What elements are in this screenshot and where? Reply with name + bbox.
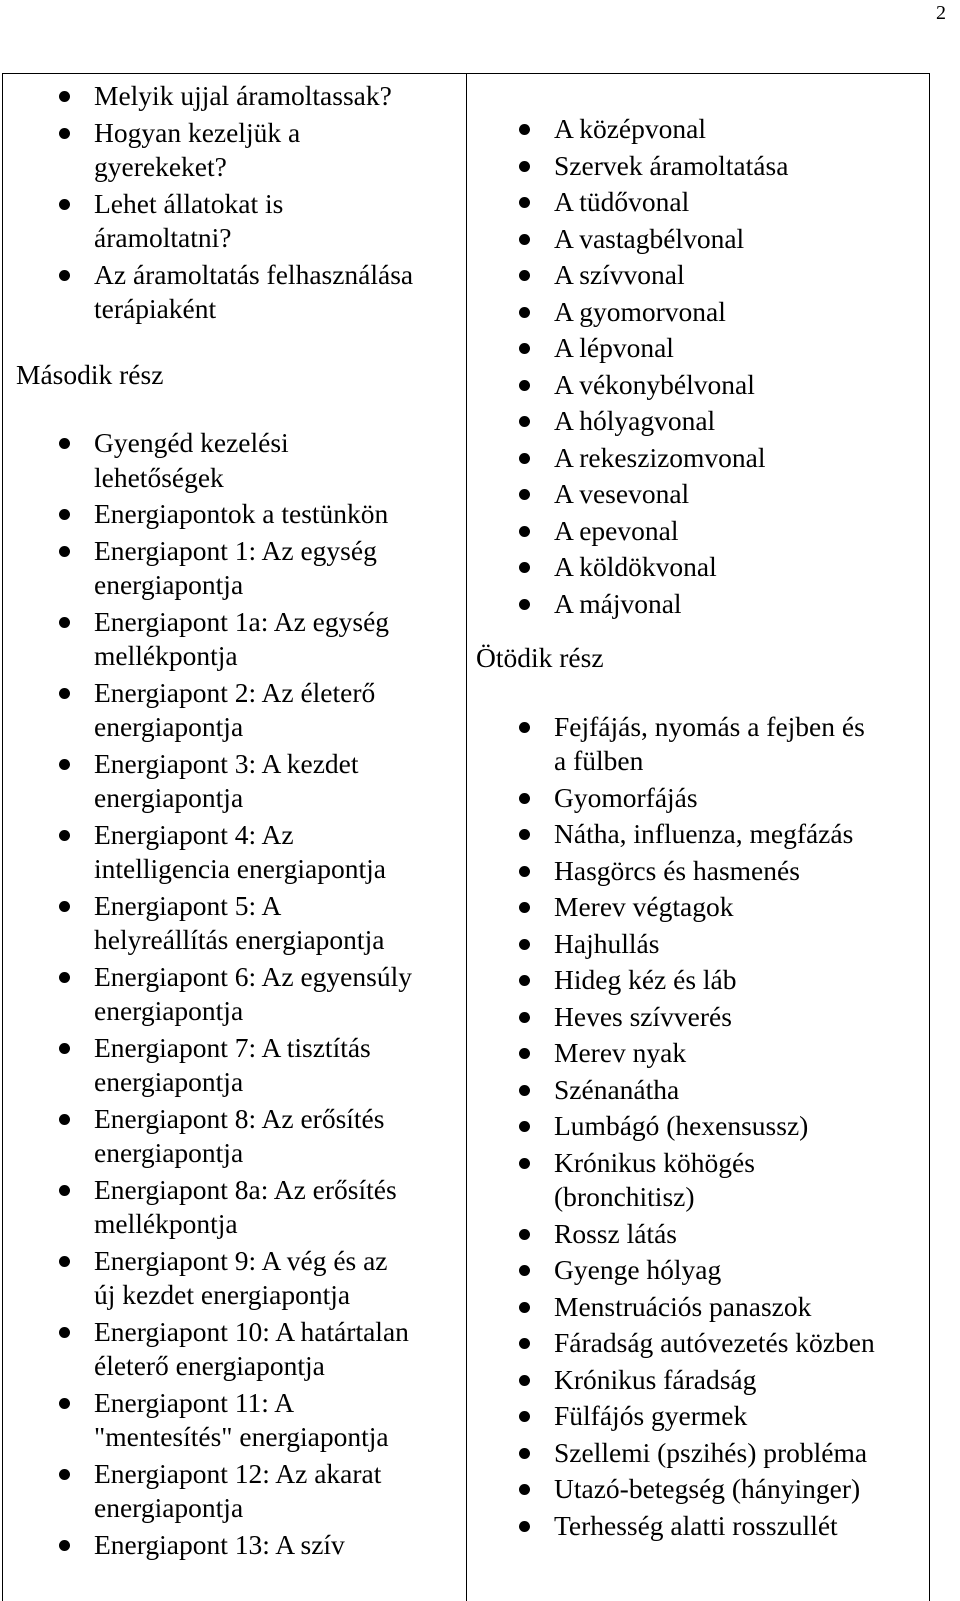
list-item bbox=[16, 116, 464, 185]
list-item bbox=[16, 605, 464, 674]
list-item-line: "mentesítés" energiapontja bbox=[94, 1421, 389, 1452]
list-item bbox=[476, 781, 916, 816]
list-item-line: Fáradság autóvezetés közben bbox=[554, 1327, 875, 1358]
list-item-line: Utazó-betegség (hányinger) bbox=[554, 1473, 861, 1504]
list-item-line: Energiapont 9: A vég és az bbox=[94, 1244, 388, 1276]
list-item-line: Gyengéd kezelési bbox=[94, 427, 289, 458]
bullet-icon bbox=[59, 688, 70, 699]
list-item-line: Energiapont 1: Az egység bbox=[94, 534, 377, 566]
list-item-line: Energiapont 13: A szív bbox=[94, 1528, 345, 1560]
list-item-line: A vesevonal bbox=[554, 478, 690, 509]
bullet-icon bbox=[519, 1265, 530, 1276]
list-item-line: Merev végtagok bbox=[554, 891, 734, 922]
list-item-line: Rossz látás bbox=[554, 1217, 677, 1249]
bullet-icon bbox=[59, 1327, 70, 1338]
list-item bbox=[16, 1173, 464, 1242]
list-item-line: energiapontja bbox=[94, 1066, 244, 1097]
bullet-icon bbox=[519, 1448, 530, 1459]
list-item-line: Szénanátha bbox=[554, 1073, 680, 1105]
list-item-line: Hasgörcs és hasmenés bbox=[554, 854, 800, 886]
list-item-line: áramoltatni? bbox=[94, 222, 232, 253]
list-item-line: Lumbágó (hexensussz) bbox=[554, 1110, 809, 1141]
list-item bbox=[16, 426, 464, 495]
list-item bbox=[16, 1244, 464, 1313]
list-item-line: Gyomorfájás bbox=[554, 781, 698, 813]
bullet-icon bbox=[59, 759, 70, 770]
list-item bbox=[476, 331, 916, 366]
list-item bbox=[16, 1102, 464, 1171]
bullet-icon bbox=[59, 91, 70, 102]
list-item-line: Energiapont 3: A kezdet bbox=[94, 747, 359, 779]
list-item-line: lehetőségek bbox=[94, 461, 224, 493]
list-item-line: Nátha, influenza, megfázás bbox=[554, 818, 854, 849]
list-item bbox=[476, 927, 916, 962]
list-item-line: A szívvonal bbox=[554, 259, 685, 290]
list-item-line: energiapontja bbox=[94, 1137, 244, 1168]
list-item bbox=[476, 1436, 916, 1471]
list-item-line: Melyik ujjal áramoltassak? bbox=[94, 80, 392, 111]
list-item bbox=[476, 477, 916, 512]
list-item-line: A hólyagvonal bbox=[554, 405, 716, 436]
bullet-icon bbox=[59, 438, 70, 449]
right-list-bottom bbox=[476, 710, 916, 1544]
bullet-icon bbox=[519, 939, 530, 950]
bullet-icon bbox=[59, 546, 70, 557]
bullet-icon bbox=[59, 901, 70, 912]
bullet-icon bbox=[519, 343, 530, 354]
list-item-line: Krónikus fáradság bbox=[554, 1363, 757, 1395]
bullet-icon bbox=[519, 562, 530, 573]
list-item bbox=[476, 890, 916, 925]
list-item-line: Terhesség alatti rosszullét bbox=[554, 1509, 838, 1541]
bullet-icon bbox=[519, 270, 530, 281]
bullet-icon bbox=[519, 197, 530, 208]
list-item-line: energiapontja bbox=[94, 711, 244, 742]
list-item-line: új kezdet energiapontja bbox=[94, 1279, 351, 1310]
list-item-line: Hideg kéz és láb bbox=[554, 964, 737, 995]
list-item bbox=[476, 1109, 916, 1144]
list-item-line: Gyenge hólyag bbox=[554, 1254, 722, 1285]
list-item-line: Hogyan kezeljük a bbox=[94, 116, 301, 148]
list-item bbox=[476, 149, 916, 184]
list-item-line: Energiapont 12: Az akarat bbox=[94, 1457, 382, 1489]
list-item-line: A vastagbélvonal bbox=[554, 222, 745, 254]
bullet-icon bbox=[519, 866, 530, 877]
bullet-icon bbox=[59, 1469, 70, 1480]
bullet-icon bbox=[59, 1256, 70, 1267]
bullet-icon bbox=[519, 161, 530, 172]
list-item-line: Merev nyak bbox=[554, 1037, 687, 1068]
bullet-icon bbox=[519, 1012, 530, 1023]
bullet-icon bbox=[519, 1411, 530, 1422]
list-item-line: Lehet állatokat is bbox=[94, 187, 284, 219]
right-column bbox=[476, 112, 916, 1545]
list-item-line: A tüdővonal bbox=[554, 186, 690, 217]
bullet-icon bbox=[59, 1185, 70, 1196]
bullet-icon bbox=[59, 199, 70, 210]
list-item-line: A gyomorvonal bbox=[554, 295, 726, 327]
list-item bbox=[16, 960, 464, 1029]
bullet-icon bbox=[519, 722, 530, 733]
bullet-icon bbox=[59, 1540, 70, 1551]
list-item bbox=[476, 1326, 916, 1361]
list-item bbox=[476, 1509, 916, 1544]
list-item-line: Krónikus köhögés bbox=[554, 1146, 755, 1178]
list-item bbox=[16, 79, 464, 114]
bullet-icon bbox=[59, 1398, 70, 1409]
list-item bbox=[476, 1253, 916, 1288]
list-item bbox=[476, 1146, 916, 1215]
list-item bbox=[476, 404, 916, 439]
list-item-line: energiapontja bbox=[94, 1492, 244, 1523]
list-item-line: életerő energiapontja bbox=[94, 1350, 325, 1381]
list-item bbox=[476, 1290, 916, 1325]
list-item-line: Energiapont 7: A tisztítás bbox=[94, 1031, 371, 1063]
list-item bbox=[16, 1315, 464, 1384]
list-item-line: gyerekeket? bbox=[94, 151, 227, 182]
list-item-line: A májvonal bbox=[554, 587, 682, 619]
list-item bbox=[476, 854, 916, 889]
list-item-line: Energiapont 4: Az bbox=[94, 818, 294, 850]
list-item-line: A vékonybélvonal bbox=[554, 368, 755, 400]
list-item-line: energiapontja bbox=[94, 569, 244, 600]
list-item bbox=[476, 1000, 916, 1035]
bullet-icon bbox=[519, 1121, 530, 1132]
bullet-icon bbox=[519, 829, 530, 840]
list-item-line: Energiapont 8a: Az erősítés bbox=[94, 1173, 397, 1205]
bullet-icon bbox=[519, 1229, 530, 1240]
bullet-icon bbox=[519, 234, 530, 245]
bullet-icon bbox=[519, 1484, 530, 1495]
bullet-icon bbox=[59, 270, 70, 281]
list-item-line: Energiapont 6: Az egyensúly bbox=[94, 960, 412, 992]
list-item-line: A epevonal bbox=[554, 514, 679, 546]
bullet-icon bbox=[59, 972, 70, 983]
list-item bbox=[476, 112, 916, 147]
left-list-bottom bbox=[16, 426, 464, 1562]
list-item-line: Energiapont 5: A bbox=[94, 889, 282, 921]
column-divider bbox=[466, 73, 467, 1601]
list-item-line: Az áramoltatás felhasználása bbox=[94, 258, 414, 290]
left-column bbox=[16, 79, 464, 1564]
bullet-icon bbox=[519, 1048, 530, 1059]
list-item bbox=[476, 1217, 916, 1252]
list-item bbox=[16, 747, 464, 816]
list-item bbox=[16, 1386, 464, 1455]
list-item-line: energiapontja bbox=[94, 782, 244, 813]
bullet-icon bbox=[519, 1338, 530, 1349]
section-heading-second-part: Második rész bbox=[16, 358, 164, 390]
list-item bbox=[476, 587, 916, 622]
list-item bbox=[16, 534, 464, 603]
bullet-icon bbox=[519, 975, 530, 986]
list-item bbox=[476, 1399, 916, 1434]
list-item-line: Szervek áramoltatása bbox=[554, 149, 789, 181]
bullet-icon bbox=[59, 509, 70, 520]
list-item-line: Energiapontok a testünkön bbox=[94, 498, 389, 529]
list-item-line: Fülfájós gyermek bbox=[554, 1400, 748, 1431]
list-item bbox=[476, 1073, 916, 1108]
list-item bbox=[476, 185, 916, 220]
list-item bbox=[476, 1363, 916, 1398]
list-item-line: Hajhullás bbox=[554, 927, 660, 959]
list-item-line: (bronchitisz) bbox=[554, 1181, 695, 1212]
list-item-line: Heves szívverés bbox=[554, 1000, 732, 1032]
list-item-line: A rekeszizomvonal bbox=[554, 441, 766, 473]
bullet-icon bbox=[519, 380, 530, 391]
bullet-icon bbox=[59, 1043, 70, 1054]
bullet-icon bbox=[519, 1521, 530, 1532]
list-item-line: a fülben bbox=[554, 745, 644, 776]
list-item bbox=[16, 187, 464, 256]
list-item bbox=[16, 258, 464, 327]
bullet-icon bbox=[519, 453, 530, 464]
bullet-icon bbox=[519, 416, 530, 427]
bullet-icon bbox=[519, 124, 530, 135]
list-item bbox=[476, 258, 916, 293]
list-item-line: Szellemi (pszihés) probléma bbox=[554, 1436, 868, 1468]
list-item-line: A középvonal bbox=[554, 113, 706, 144]
list-item-line: Menstruációs panaszok bbox=[554, 1290, 812, 1322]
list-item bbox=[16, 1457, 464, 1526]
right-list-top bbox=[476, 112, 916, 621]
list-item-line: A köldökvonal bbox=[554, 551, 717, 582]
list-item bbox=[16, 1031, 464, 1100]
list-item-line: terápiaként bbox=[94, 293, 217, 324]
list-item-line: Energiapont 8: Az erősítés bbox=[94, 1102, 385, 1134]
list-item-line: mellékpontja bbox=[94, 640, 238, 671]
list-item-line: intelligencia energiapontja bbox=[94, 853, 386, 884]
bullet-icon bbox=[519, 1375, 530, 1386]
list-item bbox=[16, 1528, 464, 1563]
left-list-top bbox=[16, 79, 464, 327]
list-item bbox=[16, 676, 464, 745]
list-item bbox=[476, 1036, 916, 1071]
page-number: 2 bbox=[936, 2, 946, 24]
bullet-icon bbox=[59, 128, 70, 139]
list-item bbox=[16, 818, 464, 887]
list-item-line: Fejfájás, nyomás a fejben és bbox=[554, 710, 865, 742]
bullet-icon bbox=[519, 599, 530, 610]
list-item bbox=[476, 514, 916, 549]
section-heading-fifth-part: Ötödik rész bbox=[476, 642, 604, 673]
list-item bbox=[476, 963, 916, 998]
bullet-icon bbox=[59, 830, 70, 841]
bullet-icon bbox=[519, 1085, 530, 1096]
list-item bbox=[16, 497, 464, 532]
list-item bbox=[476, 295, 916, 330]
list-item-line: Energiapont 1a: Az egység bbox=[94, 605, 390, 637]
bullet-icon bbox=[519, 526, 530, 537]
list-item-line: A lépvonal bbox=[554, 332, 674, 363]
list-item-line: Energiapont 11: A bbox=[94, 1386, 295, 1418]
bullet-icon bbox=[59, 617, 70, 628]
bullet-icon bbox=[519, 793, 530, 804]
list-item bbox=[476, 710, 916, 779]
bullet-icon bbox=[519, 307, 530, 318]
bullet-icon bbox=[519, 902, 530, 913]
list-item bbox=[476, 1472, 916, 1507]
bullet-icon bbox=[519, 1158, 530, 1169]
list-item bbox=[476, 441, 916, 476]
bullet-icon bbox=[59, 1114, 70, 1125]
list-item-line: mellékpontja bbox=[94, 1208, 238, 1239]
list-item bbox=[476, 817, 916, 852]
bullet-icon bbox=[519, 1302, 530, 1313]
list-item-line: Energiapont 2: Az életerő bbox=[94, 676, 376, 708]
list-item bbox=[16, 889, 464, 958]
list-item-line: energiapontja bbox=[94, 995, 244, 1026]
list-item bbox=[476, 550, 916, 585]
list-item-line: helyreállítás energiapontja bbox=[94, 924, 385, 955]
list-item-line: Energiapont 10: A határtalan bbox=[94, 1315, 409, 1347]
list-item bbox=[476, 368, 916, 403]
list-item bbox=[476, 222, 916, 257]
bullet-icon bbox=[519, 489, 530, 500]
